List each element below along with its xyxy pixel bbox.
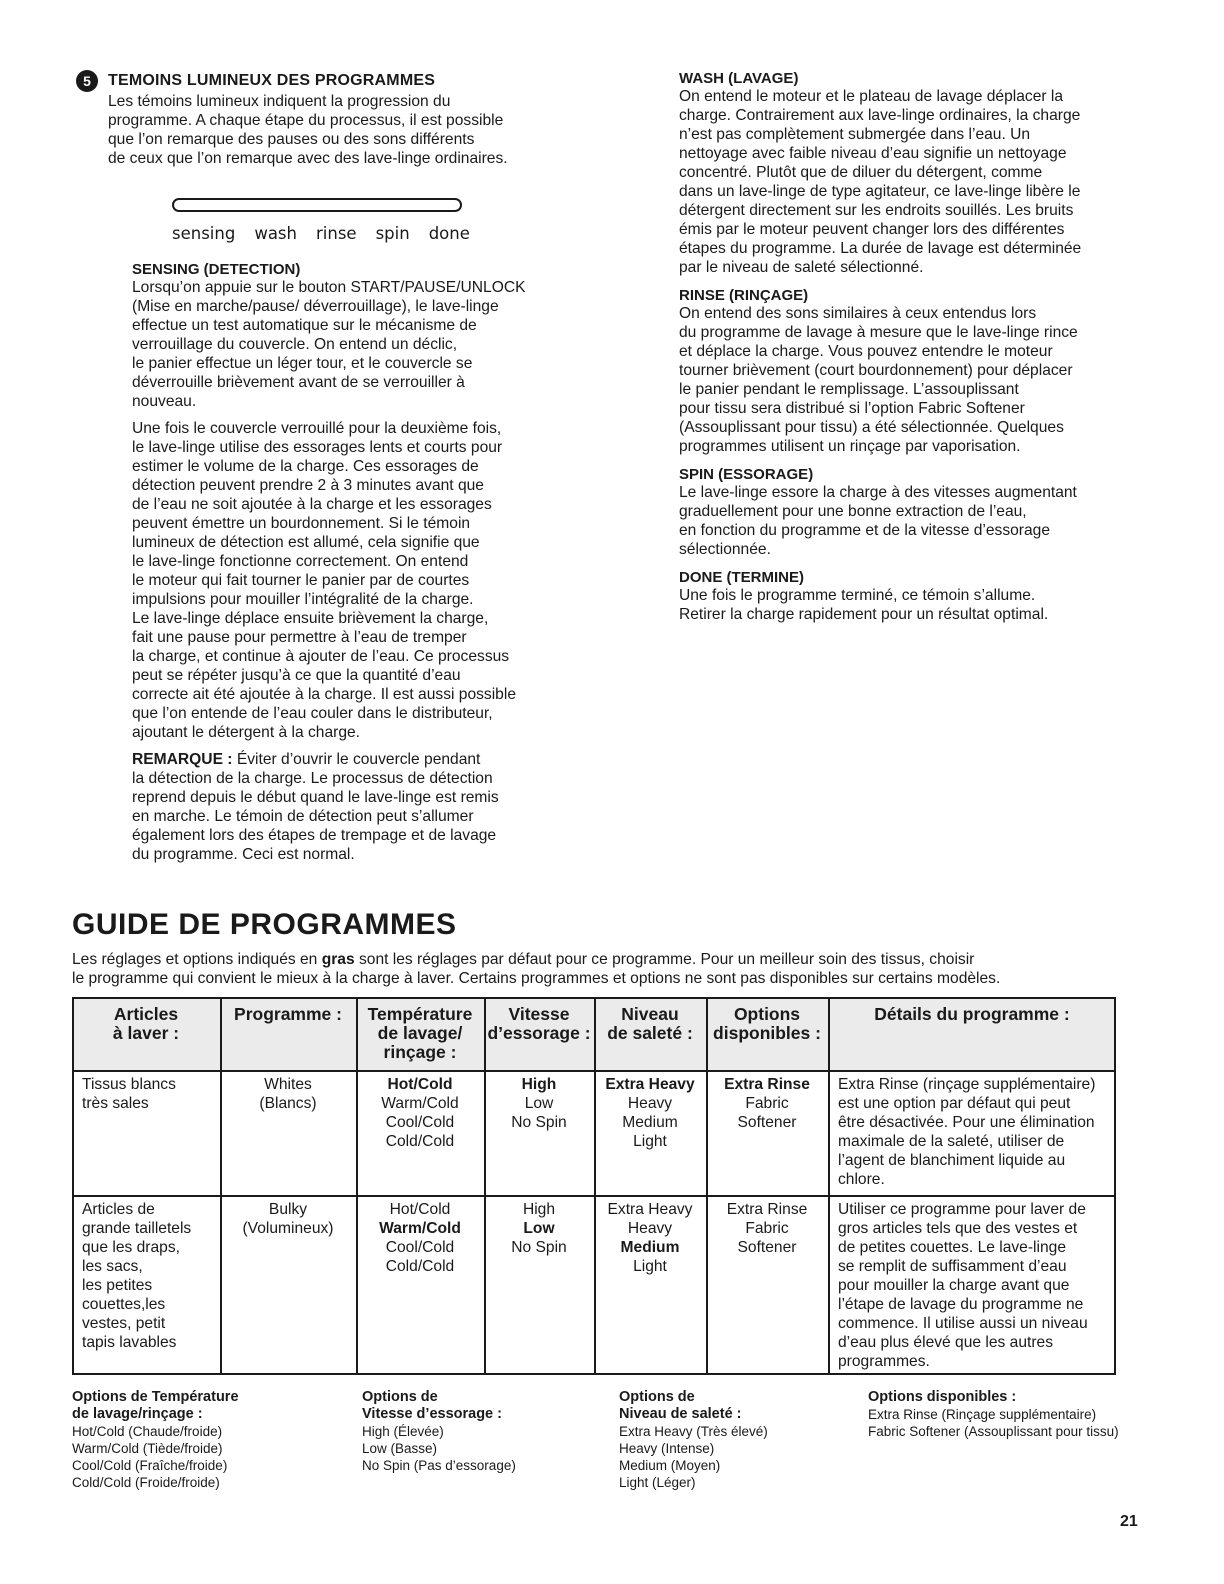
text-line: détection peuvent prendre 2 à 3 minutes avant que — [132, 477, 484, 494]
sensing-remark — [132, 750, 596, 864]
status-labels — [172, 224, 472, 243]
header-line: de lavage/ — [377, 1023, 463, 1043]
legend-options — [868, 1389, 1119, 1440]
cell-line: Medium — [620, 1239, 680, 1256]
text-line: dans un lave-linge de type agitateur, ce lave-linge libère le — [679, 183, 1081, 200]
column-divider — [220, 997, 222, 1375]
legend-item: Extra Heavy (Très élevé) — [619, 1424, 768, 1439]
legend-item: Hot/Cold (Chaude/froide) — [72, 1424, 223, 1439]
table-cell — [356, 1075, 484, 1151]
text-line: verrouillage du couvercle. On entend un déclic, — [132, 336, 458, 353]
text-line: le lave-linge fonctionne correctement. On entend — [132, 553, 469, 570]
column-divider — [484, 997, 486, 1375]
cell-line: Extra Heavy — [605, 1076, 695, 1093]
legend-item: Cool/Cold (Fraîche/froide) — [72, 1458, 228, 1473]
text-line: Une fois le couvercle verrouillé pour la deuxième fois, — [132, 420, 502, 437]
cell-line: No Spin — [511, 1114, 567, 1131]
done-paragraph — [679, 586, 1149, 624]
sensing-title: SENSING (DETECTION) — [132, 261, 301, 278]
cell-line: No Spin — [511, 1239, 567, 1256]
text-line: pour tissu sera distribué si l’option Fabric Softener — [679, 400, 1025, 417]
cell-line: Heavy — [627, 1095, 673, 1112]
legend-item: No Spin (Pas d’essorage) — [362, 1458, 516, 1473]
legend-item: Medium (Moyen) — [619, 1458, 721, 1473]
table-cell — [484, 1200, 594, 1257]
text-line: reprend depuis le début quand le lave-linge est remis — [132, 789, 499, 806]
wash-title: WASH (LAVAGE) — [679, 70, 799, 87]
cell-line: d’eau plus élevé que les autres — [838, 1334, 1053, 1351]
table-header-cell — [220, 1005, 356, 1024]
table-header-cell — [356, 1005, 484, 1062]
text-line: peuvent émettre un bourdonnement. Si le témoin — [132, 515, 471, 532]
cell-line: Extra Rinse — [726, 1201, 808, 1218]
text-line: de l’eau ne soit ajoutée à la charge et les essorages — [132, 496, 492, 513]
header-line: disponibles : — [713, 1023, 821, 1043]
cell-line: très sales — [82, 1095, 149, 1112]
cell-line: Light — [633, 1133, 667, 1150]
text-line: sélectionnée. — [679, 541, 771, 558]
done-title: DONE (TERMINE) — [679, 569, 804, 586]
cell-line: Hot/Cold — [387, 1076, 453, 1093]
header-line: Détails du programme : — [874, 1004, 1070, 1024]
header-line: Articles — [113, 1004, 179, 1024]
cell-line: Light — [633, 1258, 667, 1275]
legend-title: Options disponibles : — [868, 1389, 1017, 1405]
table-cell — [838, 1075, 1116, 1189]
text-line: n’est pas complètement submergée dans l’eau. Un — [679, 126, 1031, 143]
text-line: peut se répéter jusqu’à ce que la quantité d’eau — [132, 667, 461, 684]
cell-line: Whites — [264, 1076, 312, 1093]
legend-title: Niveau de saleté : — [619, 1406, 742, 1422]
column-divider — [706, 997, 708, 1375]
header-line: Température — [367, 1004, 473, 1024]
text-line: la charge, et continue à ajouter de l’eau. Ce processus — [132, 648, 510, 665]
text-line: impulsions pour mouiller l’intégralité de la charge. — [132, 591, 474, 608]
sensing-paragraph-2 — [132, 419, 596, 742]
table-cell — [594, 1075, 706, 1151]
indicator-label-wash: wash — [254, 224, 297, 243]
table-cell — [706, 1075, 828, 1132]
guide-intro-part: Les réglages et options indiqués en — [72, 951, 322, 968]
cell-line: Cool/Cold — [385, 1239, 455, 1256]
table-header-cell — [594, 1005, 706, 1043]
cell-line: maximale de la saleté, utiliser de — [838, 1133, 1065, 1150]
legend-item: Extra Rinse (Rinçage supplémentaire) — [868, 1407, 1097, 1422]
cell-line: Warm/Cold — [379, 1220, 461, 1237]
cell-line: les petites — [82, 1277, 153, 1294]
section-number-badge: 5 — [76, 70, 98, 92]
text-line: nettoyage avec faible niveau d’eau signifie un nettoyage — [679, 145, 1067, 162]
cell-line: pour mouiller la charge avant que — [838, 1277, 1070, 1294]
header-line: d’essorage : — [487, 1023, 591, 1043]
cell-line: (Volumineux) — [242, 1220, 334, 1237]
text-line: Lorsqu’on appuie sur le bouton START/PAUSE/UNLOCK — [132, 279, 526, 296]
text-line: nouveau. — [132, 393, 197, 410]
cell-line: Extra Rinse — [724, 1076, 810, 1093]
table-cell — [356, 1200, 484, 1276]
sensing-section — [132, 261, 596, 864]
text-line: émis par le moteur peuvent changer lors des différentes — [679, 221, 1065, 238]
legend-item: Heavy (Intense) — [619, 1441, 715, 1456]
legend-title: Vitesse d’essorage : — [362, 1406, 502, 1422]
intro-line: Les témoins lumineux indiquent la progression du — [108, 93, 451, 110]
section-title: TEMOINS LUMINEUX DES PROGRAMMES — [108, 72, 436, 89]
legend-item: Low (Basse) — [362, 1441, 438, 1456]
cell-line: l’agent de blanchiment liquide au — [838, 1152, 1066, 1169]
column-divider — [828, 997, 830, 1375]
cell-line: vestes, petit — [82, 1315, 166, 1332]
cell-line: Fabric — [745, 1095, 789, 1112]
legend-title: Options de — [362, 1389, 438, 1405]
cell-line: commence. Il utilise aussi un niveau — [838, 1315, 1088, 1332]
table-cell — [82, 1075, 220, 1113]
header-line: de saleté : — [607, 1023, 693, 1043]
header-line: Niveau — [621, 1004, 679, 1024]
text-line: Le lave-linge essore la charge à des vitesses augmentant — [679, 484, 1077, 501]
legend-item: Fabric Softener (Assouplissant pour tissu) — [868, 1424, 1119, 1439]
program-table — [72, 997, 1116, 1375]
cell-line: Bulky — [268, 1201, 308, 1218]
guide-title: GUIDE DE PROGRAMMES — [72, 908, 457, 941]
right-column — [679, 70, 1149, 624]
text-line: (Mise en marche/pause/ déverrouillage), le lave-linge — [132, 298, 499, 315]
text-line: correcte ait été ajoutée à la charge. Il est aussi possible — [132, 686, 516, 703]
table-header-cell — [828, 1005, 1116, 1024]
table-cell — [594, 1200, 706, 1276]
text-line: que l’on entende de l’eau couler dans le distributeur, — [132, 705, 493, 722]
legend-title: Options de Température — [72, 1389, 239, 1405]
text-line: programmes utilisent un rinçage par vaporisation. — [679, 438, 1021, 455]
cell-line: Warm/Cold — [381, 1095, 459, 1112]
legend-item: Light (Léger) — [619, 1475, 696, 1490]
cell-line: Cold/Cold — [385, 1258, 455, 1275]
indicator-label-spin: spin — [375, 224, 410, 243]
text-line: lumineux de détection est allumé, cela signifie que — [132, 534, 480, 551]
status-light-bar — [172, 198, 462, 212]
sensing-paragraph-1 — [132, 278, 596, 411]
table-cell — [484, 1075, 594, 1132]
table-header-cell — [72, 1005, 220, 1043]
guide-intro — [72, 950, 1152, 988]
page-number: 21 — [1120, 1513, 1138, 1530]
cell-line: (Blancs) — [259, 1095, 317, 1112]
text-line: On entend le moteur et le plateau de lavage déplacer la — [679, 88, 1064, 105]
text-line: en fonction du programme et de la vitesse d’essorage — [679, 522, 1050, 539]
cell-line: High — [522, 1201, 556, 1218]
text-line: et déplace la charge. Vous pouvez entendre le moteur — [679, 343, 1053, 360]
legend-soil — [619, 1389, 768, 1491]
text-line: Retirer la charge rapidement pour un résultat optimal. — [679, 606, 1049, 623]
guide-intro-bold: gras — [321, 951, 355, 968]
header-line: Programme : — [234, 1004, 342, 1024]
section-heading — [76, 70, 596, 92]
header-line: Vitesse — [508, 1004, 570, 1024]
text-line: la détection de la charge. Le processus de détection — [132, 770, 493, 787]
legend-temperature — [72, 1389, 239, 1491]
text-line: également lors des étapes de trempage et de lavage — [132, 827, 497, 844]
legend-title: Options de — [619, 1389, 695, 1405]
cell-line: Extra Rinse (rinçage supplémentaire) — [838, 1076, 1096, 1093]
remark-label: REMARQUE : — [132, 751, 233, 768]
rinse-title: RINSE (RINÇAGE) — [679, 287, 809, 304]
cell-line: Medium — [622, 1114, 678, 1131]
remark-rest — [132, 769, 596, 864]
text-line: charge. Contrairement aux lave-linge ordinaires, la charge — [679, 107, 1081, 124]
table-header-cell — [484, 1005, 594, 1043]
text-line: le lave-linge utilise des essorages lents et courts pour — [132, 439, 503, 456]
table-cell — [706, 1200, 828, 1257]
cell-line: Tissus blancs — [82, 1076, 176, 1093]
cell-line: grande tailletels — [82, 1220, 192, 1237]
text-line: déverrouille brièvement avant de se verrouiller à — [132, 374, 465, 391]
legend-item: High (Élevée) — [362, 1424, 444, 1439]
cell-line: High — [521, 1076, 557, 1093]
remark-first-line: Éviter d’ouvrir le couvercle pendant — [232, 751, 481, 768]
table-cell — [220, 1200, 356, 1238]
table-header-cell — [706, 1005, 828, 1043]
cell-line: Fabric — [745, 1220, 789, 1237]
rinse-paragraph — [679, 304, 1149, 456]
left-column — [76, 70, 596, 864]
header-line: rinçage : — [383, 1042, 457, 1062]
text-line: par le niveau de saleté sélectionné. — [679, 259, 924, 276]
section-intro — [108, 92, 596, 168]
cell-line: couettes,les — [82, 1296, 166, 1313]
text-line: le panier effectue un léger tour, et le couvercle se — [132, 355, 473, 372]
indicator-label-rinse: rinse — [316, 224, 357, 243]
cell-line: Softener — [737, 1239, 797, 1256]
intro-line: programme. A chaque étape du processus, il est possible — [108, 112, 504, 129]
text-line: détergent directement sur les endroits souillés. Les bruits — [679, 202, 1074, 219]
text-line: du programme de lavage à mesure que le lave-linge rince — [679, 324, 1078, 341]
cell-line: Cool/Cold — [385, 1114, 455, 1131]
text-line: du programme. Ceci est normal. — [132, 846, 355, 863]
text-line: estimer le volume de la charge. Ces essorages de — [132, 458, 479, 475]
text-line: concentré. Plutôt que de diluer du détergent, comme — [679, 164, 1043, 181]
text-line: tourner brièvement (court bourdonnement) pour déplacer — [679, 362, 1073, 379]
text-line: On entend des sons similaires à ceux entendus lors — [679, 305, 1037, 322]
cell-line: être désactivée. Pour une élimination — [838, 1114, 1095, 1131]
cell-line: les sacs, — [82, 1258, 143, 1275]
cell-line: Utiliser ce programme pour laver de — [838, 1201, 1086, 1218]
spin-title: SPIN (ESSORAGE) — [679, 466, 814, 483]
cell-line: Hot/Cold — [389, 1201, 451, 1218]
text-line: (Assouplissant pour tissu) a été sélectionnée. Quelques — [679, 419, 1064, 436]
header-line: Options — [733, 1004, 801, 1024]
cell-line: est une option par défaut qui peut — [838, 1095, 1071, 1112]
header-line: à laver : — [112, 1023, 180, 1043]
spin-paragraph — [679, 483, 1149, 559]
text-line: Une fois le programme terminé, ce témoin s’allume. — [679, 587, 1036, 604]
cell-line: programmes. — [838, 1353, 930, 1370]
text-line: fait une pause pour permettre à l’eau de tremper — [132, 629, 467, 646]
indicator-label-done: done — [428, 224, 470, 243]
cell-line: se remplit de suffisamment d’eau — [838, 1258, 1067, 1275]
legend-item: Warm/Cold (Tiède/froide) — [72, 1441, 223, 1456]
cell-line: de petites couettes. Le lave-linge — [838, 1239, 1066, 1256]
wash-paragraph — [679, 87, 1149, 277]
cell-line: l’étape de lavage du programme ne — [838, 1296, 1084, 1313]
text-line: ajoutant le détergent à la charge. — [132, 724, 361, 741]
text-line: effectue un test automatique sur le mécanisme de — [132, 317, 477, 334]
text-line: le moteur qui fait tourner le panier par de courtes — [132, 572, 470, 589]
cell-line: tapis lavables — [82, 1334, 177, 1351]
cell-line: Low — [524, 1095, 554, 1112]
table-cell — [220, 1075, 356, 1113]
status-indicator-diagram — [172, 198, 472, 243]
text-line: le panier pendant le remplissage. L’assouplissant — [679, 381, 1019, 398]
legend-item: Cold/Cold (Froide/froide) — [72, 1475, 220, 1490]
cell-line: Extra Heavy — [607, 1201, 693, 1218]
text-line: en marche. Le témoin de détection peut s’allumer — [132, 808, 474, 825]
text-line: graduellement pour une bonne extraction de l’eau, — [679, 503, 1027, 520]
program-guide — [72, 908, 1152, 988]
text-line: étapes du programme. La durée de lavage est déterminée — [679, 240, 1082, 257]
legend-spin — [362, 1389, 516, 1474]
legend-title: de lavage/rinçage : — [72, 1406, 203, 1422]
table-cell — [838, 1200, 1116, 1371]
cell-line: Heavy — [627, 1220, 673, 1237]
text-line: Le lave-linge déplace ensuite brièvement la charge, — [132, 610, 489, 627]
cell-line: gros articles tels que des vestes et — [838, 1220, 1078, 1237]
cell-line: Articles de — [82, 1201, 155, 1218]
cell-line: Softener — [737, 1114, 797, 1131]
intro-line: que l’on remarque des pauses ou des sons différents — [108, 131, 475, 148]
indicator-label-sensing: sensing — [172, 224, 236, 243]
cell-line: chlore. — [838, 1171, 885, 1188]
cell-line: Low — [523, 1220, 555, 1237]
cell-line: que les draps, — [82, 1239, 180, 1256]
column-divider — [594, 997, 596, 1375]
guide-intro-part: sont les réglages par défaut pour ce programme. Pour un meilleur soin des tissus, choisir — [354, 951, 975, 968]
table-cell — [82, 1200, 220, 1352]
cell-line: Cold/Cold — [385, 1133, 455, 1150]
intro-line: de ceux que l’on remarque avec des lave-linge ordinaires. — [108, 150, 508, 167]
guide-intro-line2: le programme qui convient le mieux à la charge à laver. Certains programmes et options ne sont pas disponibles sur certains modèles. — [72, 970, 1001, 987]
